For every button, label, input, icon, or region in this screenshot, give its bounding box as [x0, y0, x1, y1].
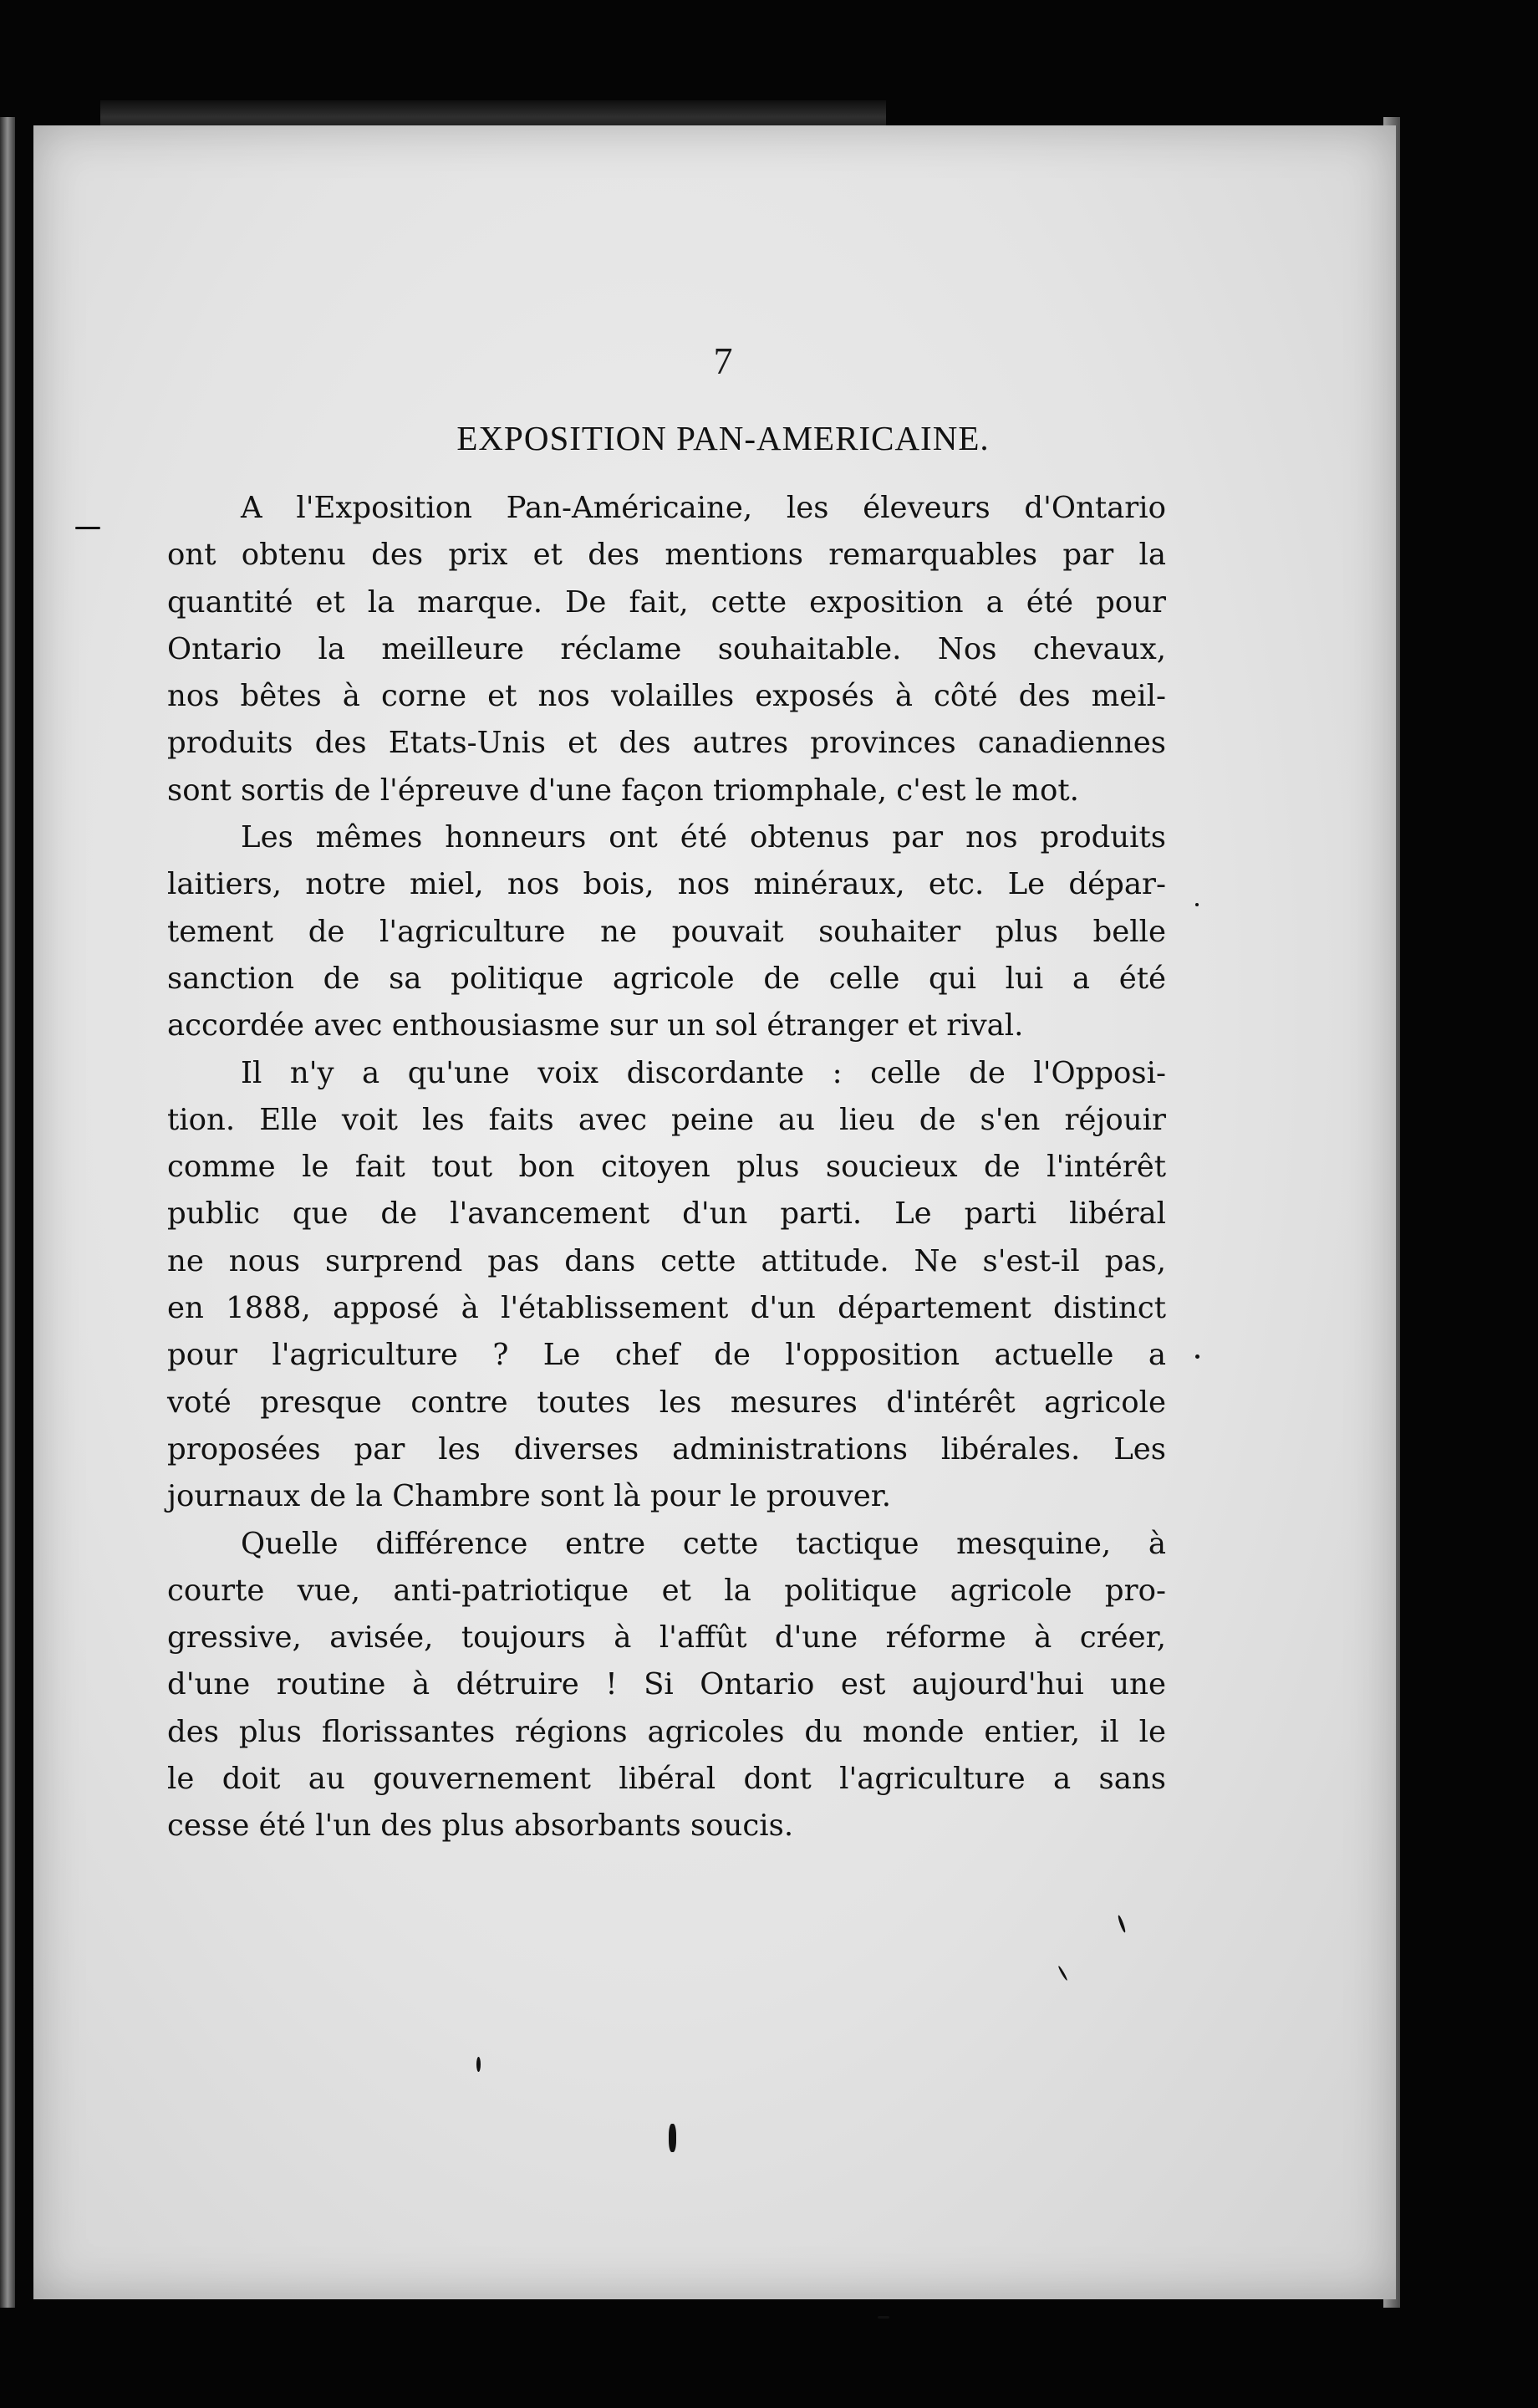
text-line: Ontario la meilleure réclame souhaitable. Nos chevaux,	[167, 631, 1166, 666]
text-line: d'une routine à détruire ! Si Ontario est aujourd'hui une	[167, 1667, 1166, 1702]
paragraph	[167, 814, 1166, 1049]
body-text	[167, 485, 1166, 1850]
text-line: pour l'agriculture ? Le chef de l'opposition actuelle a	[167, 1338, 1166, 1373]
text-line: sanction de sa politique agricole de celle qui lui a été	[167, 961, 1166, 996]
scan-speck	[878, 2316, 889, 2319]
paragraph	[167, 1050, 1166, 1521]
text-line: comme le fait tout bon citoyen plus soucieux de l'intérêt	[167, 1150, 1166, 1185]
book-spine-edge	[0, 117, 15, 2308]
paragraph	[167, 485, 1166, 814]
text-line: Il n'y a qu'une voix discordante : celle de l'Opposi-	[241, 1055, 1166, 1090]
text-line: tion. Elle voit les faits avec peine au lieu de s'en réjouir	[167, 1102, 1166, 1137]
text-line: nos bêtes à corne et nos volailles exposés à côté des meil-	[167, 679, 1166, 714]
text-line: Les mêmes honneurs ont été obtenus par nos produits	[241, 820, 1166, 855]
text-line: Quelle différence entre cette tactique mesquine, à	[241, 1526, 1166, 1561]
text-line: ont obtenu des prix et des mentions remarquables par la	[167, 538, 1166, 573]
text-line: courte vue, anti-patriotique et la politique agricole pro-	[167, 1573, 1166, 1608]
scan-speck	[1057, 1966, 1068, 1982]
section-heading: EXPOSITION PAN-AMERICAINE.	[456, 419, 990, 457]
text-line: accordée avec enthousiasme sur un sol étranger et rival.	[167, 1008, 1024, 1043]
scan-speck	[476, 2057, 481, 2072]
text-line: le doit au gouvernement libéral dont l'agriculture a sans	[167, 1762, 1166, 1797]
text-line: en 1888, apposé à l'établissement d'un département distinct	[167, 1291, 1166, 1326]
text-line: laitiers, notre miel, nos bois, nos minéraux, etc. Le dépar-	[167, 867, 1166, 902]
scan-speck	[669, 2124, 676, 2152]
scan-speck	[1195, 903, 1199, 906]
text-line: sont sortis de l'épreuve d'une façon triomphale, c'est le mot.	[167, 773, 1079, 808]
book-page	[33, 125, 1396, 2299]
text-line: voté presque contre toutes les mesures d'intérêt agricole	[167, 1385, 1166, 1420]
text-line: public que de l'avancement d'un parti. Le parti libéral	[167, 1196, 1166, 1232]
text-line: A l'Exposition Pan-Américaine, les éleveurs d'Ontario	[241, 491, 1166, 525]
text-line: des plus florissantes régions agricoles du monde entier, il le	[167, 1714, 1166, 1749]
scan-speck	[75, 527, 100, 529]
scan-speck	[1117, 1915, 1126, 1933]
text-line: produits des Etats-Unis et des autres provinces canadiennes	[167, 726, 1166, 761]
text-line: quantité et la marque. De fait, cette exposition a été pour	[167, 584, 1166, 620]
text-line: cesse été l'un des plus absorbants soucis.	[167, 1809, 794, 1844]
paragraph	[167, 1521, 1166, 1850]
text-line: ne nous surprend pas dans cette attitude. Ne s'est-il pas,	[167, 1243, 1166, 1278]
text-line: tement de l'agriculture ne pouvait souhaiter plus belle	[167, 914, 1166, 949]
text-line: journaux de la Chambre sont là pour le prouver.	[167, 1479, 892, 1514]
page-number: 7	[713, 339, 733, 382]
text-line: gressive, avisée, toujours à l'affût d'une réforme à créer,	[167, 1620, 1166, 1656]
scan-speck	[1195, 1354, 1199, 1359]
text-line: proposées par les diverses administrations libérales. Les	[167, 1431, 1166, 1467]
